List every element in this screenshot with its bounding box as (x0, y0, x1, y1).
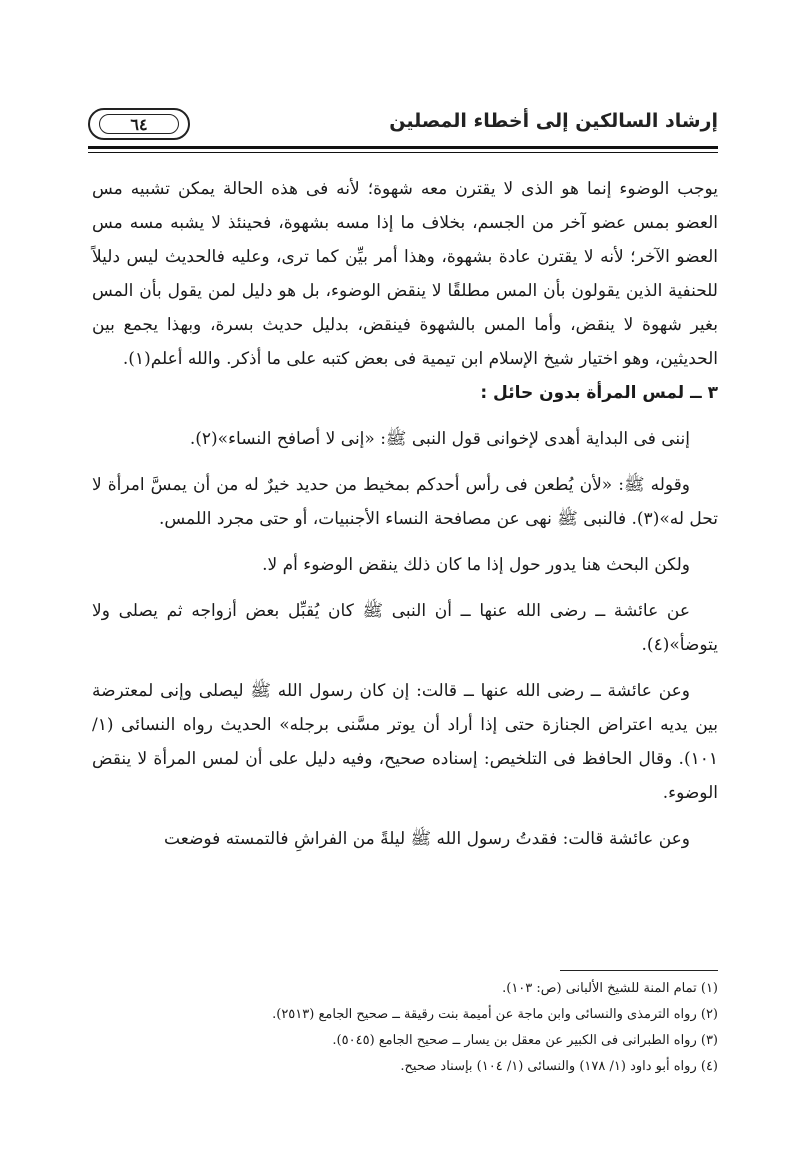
header-rule-thick (88, 146, 718, 149)
footnote-4: (٤) رواه أبو داود (١/ ١٧٨) والنسائى (١/ ١٠٤) بإسناد صحيح. (400, 1059, 718, 1074)
paragraph-3: وقوله ﷺ: «لأن يُطعن فى رأس أحدكم بمخيط من حديد خيرٌ له من أن يمسَّ امرأة لا تحل له»(٣). فالنبى ﷺ نهى عن مصافحة النساء الأجنبيات، أو حتى مجرد اللمس. (92, 475, 718, 529)
page-header (88, 108, 718, 142)
footnote-3: (٣) رواه الطبرانى فى الكبير عن معقل بن يسار ــ صحيح الجامع (٥٠٤٥). (332, 1033, 718, 1048)
page-number-badge (88, 108, 190, 140)
paragraph-1: يوجب الوضوء إنما هو الذى لا يقترن معه شهوة؛ لأنه فى هذه الحالة يمكن تشبيه مس العضو بمس عضو آخر من الجسم، بخلاف ما إذا مسه بشهوة، فحينئذ لا يشبه مسه مس العضو الآخر؛ لأنه لا يقترن عادة بشهوة، وهذا أمر بيِّن كما ترى، وعليه فالحديث ليس دليلاً للحنفية الذين يقولون بأن المس مطلقًا لا ينقض الوضوء، بل هو دليل لمن يقول بأن المس بغير شهوة لا ينقض، وأما المس بالشهوة فينقض، بدليل حديث بسرة، وبهذا يجمع بين الحديثين، وهو اختيار شيخ الإسلام ابن تيمية فى بعض كتبه على ما أذكر. والله أعلم(١). (92, 179, 718, 369)
paragraph-7: وعن عائشة قالت: فقدتُ رسول الله ﷺ ليلةً من الفراشِ فالتمسته فوضعت (164, 829, 690, 849)
footnotes (92, 976, 718, 1080)
footnote-2: (٢) رواه الترمذى والنسائى وابن ماجة عن أميمة بنت رقيقة ــ صحيح الجامع (٢٥١٣). (272, 1007, 718, 1022)
footnote-rule (560, 970, 718, 971)
paragraph-4: ولكن البحث هنا يدور حول إذا ما كان ذلك ينقض الوضوء أم لا. (262, 555, 690, 575)
section-heading: ٣ ــ لمس المرأة بدون حائل : (480, 383, 718, 403)
paragraph-5: عن عائشة ــ رضى الله عنها ــ أن النبى ﷺ كان يُقبِّل بعض أزواجه ثم يصلى ولا يتوضأ»(٤). (92, 601, 718, 655)
page-number: ٦٤ (99, 114, 179, 134)
header-rule-thin (88, 152, 718, 153)
paragraph-6: وعن عائشة ــ رضى الله عنها ــ قالت: إن كان رسول الله ﷺ ليصلى وإنى لمعترضة بين يديه اعتراض الجنازة حتى إذا أراد أن يوتر مسَّنى برجله» الحديث رواه النسائى (١/ ١٠١). وقال الحافظ فى التلخيص: إسناده صحيح، وفيه دليل على أن لمس المرأة لا ينقض الوضوء. (92, 681, 718, 803)
body-text (92, 172, 718, 856)
running-title: إرشاد السالكين إلى أخطاء المصلين (389, 110, 718, 132)
paragraph-2: إننى فى البداية أهدى لإخوانى قول النبى ﷺ: «إنى لا أصافح النساء»(٢). (189, 429, 690, 449)
footnote-1: (١) تمام المنة للشيخ الألبانى (ص: ١٠٣). (502, 981, 718, 996)
